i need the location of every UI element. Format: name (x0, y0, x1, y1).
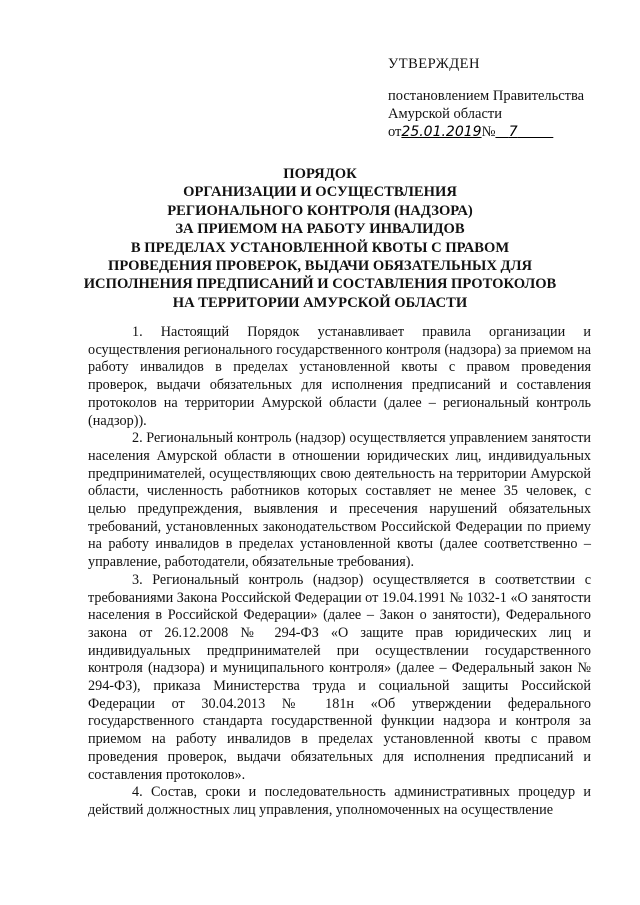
title-line: РЕГИОНАЛЬНОГО КОНТРОЛЯ (НАДЗОРА) (167, 202, 473, 219)
paragraph-3: 3. Региональный контроль (надзор) осуществляется в соответствии с требованиями Закона Российской Федерации от 19.04.1991 № 1032-1 «О занятости населения в Российской Федерации» (далее – Закон о занятости), Федерального закона от 26.12.2008 № 294-ФЗ «О защите прав юридических лиц и индивидуальных предпринимателей при осуществлении государственного контроля (надзора) и муниципального контроля» (далее – Федеральный закон № 294-ФЗ), приказа Министерства труда и социальной защиты Российской Федерации от 30.04.2013 № 181н «Об утверждении федерального государственного стандарта государственной функции надзора и контроля за приемом на работу инвалидов в пределах установленной квоты с правом проведения проверок, выдачи обязательных для исполнения предписаний и составления протоколов». (88, 571, 591, 783)
paragraph-4: 4. Состав, сроки и последовательность административных процедур и действий должностных лиц управления, уполномоченных на осуществление (88, 784, 591, 818)
document-body (88, 324, 591, 820)
title-line: ИСПОЛНЕНИЯ ПРЕДПИСАНИЙ И СОСТАВЛЕНИЯ ПРОТОКОЛОВ (83, 276, 557, 293)
approval-block (388, 55, 608, 141)
handwritten-number: 7 (508, 124, 518, 140)
approval-date-number (388, 123, 608, 141)
title-line: ПРОВЕДЕНИЯ ПРОВЕРОК, ВЫДАЧИ ОБЯЗАТЕЛЬНЫХ ДЛЯ (108, 258, 532, 275)
approval-issuer-line2: Амурской области (388, 106, 502, 122)
approval-issuer-line1: постановлением Правительства (388, 88, 585, 104)
approval-heading: УТВЕРЖДЕН (388, 56, 480, 72)
document-title (40, 165, 600, 312)
title-line: В ПРЕДЕЛАХ УСТАНОВЛЕННОЙ КВОТЫ С ПРАВОМ (130, 239, 510, 256)
number-sign: № (481, 124, 496, 140)
title-line: НА ТЕРРИТОРИИ АМУРСКОЙ ОБЛАСТИ (172, 294, 468, 311)
paragraph-1: 1. Настоящий Порядок устанавливает правила организации и осуществления регионального государственного контроля (надзора) за приемом на работу инвалидов в пределах установленной квоты с правом проведения проверок, выдачи обязательных для исполнения предписаний и составления протоколов на территории Амурской области (далее – региональный контроль (надзор)). (88, 324, 591, 429)
title-line: ПОРЯДОК (283, 166, 357, 182)
paragraph-2: 2. Региональный контроль (надзор) осуществляется управлением занятости населения Амурской области в отношении юридических лиц, индивидуальных предпринимателей, осуществляющих свою деятельность на территории Амурской области, численность работников которых составляет не менее 35 человек, с целью предупреждения, выявления и пресечения нарушений обязательных требований, установленных законодательством Российской Федерации по приему на работу инвалидов в пределах установленной квоты (далее соответственно – управление, работодатели, обязательные требования). (88, 430, 591, 571)
handwritten-date: 25.01.2019 (401, 124, 482, 140)
title-line: ОРГАНИЗАЦИИ И ОСУЩЕСТВЛЕНИЯ (183, 184, 457, 201)
date-prefix: от (388, 124, 402, 140)
title-line: ЗА ПРИЕМОМ НА РАБОТУ ИНВАЛИДОВ (175, 221, 465, 238)
